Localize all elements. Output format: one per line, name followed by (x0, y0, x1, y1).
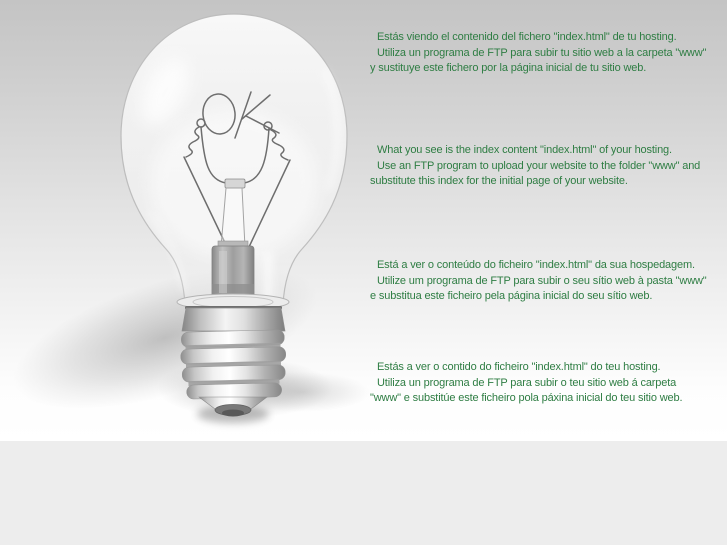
text-line: "www" e substitúe este ficheiro pola páxina inicial do teu sitio web. (370, 392, 683, 405)
text-line: Utiliza un programa de FTP para subir o teu sitio web á carpeta (377, 376, 677, 389)
text-line: What you see is the index content "index.html" of your hosting. (377, 144, 672, 156)
hosting-message-en (370, 143, 727, 190)
hosting-message-es (370, 30, 727, 77)
text-line: Estás a ver o contido do ficheiro "index.html" do teu hosting. (377, 361, 661, 373)
text-line: Estás viendo el contenido del fichero "index.html" de tu hosting. (377, 31, 677, 43)
hosting-messages (370, 0, 727, 441)
hosting-message-pt (370, 258, 727, 305)
light-bulb-svg (0, 0, 370, 441)
text-line: Utilize um programa de FTP para subir o seu sítio web à pasta "www" (377, 274, 707, 287)
text-line: y sustituye este fichero por la página inicial de tu sitio web. (370, 62, 647, 75)
text-line: Utiliza un programa de FTP para subir tu sitio web a la carpeta "www" (377, 46, 707, 59)
light-bulb-image (0, 0, 370, 441)
text-line: Use an FTP program to upload your website to the folder "www" and (377, 159, 701, 172)
hosting-message-gl (370, 360, 727, 407)
text-line: substitute this index for the initial page of your website. (370, 175, 628, 188)
text-line: e substitua este ficheiro pela página inicial do seu sítio web. (370, 290, 653, 303)
footer-background (0, 441, 727, 545)
text-line: Está a ver o conteúdo do ficheiro "index.html" da sua hospedagem. (377, 259, 695, 271)
